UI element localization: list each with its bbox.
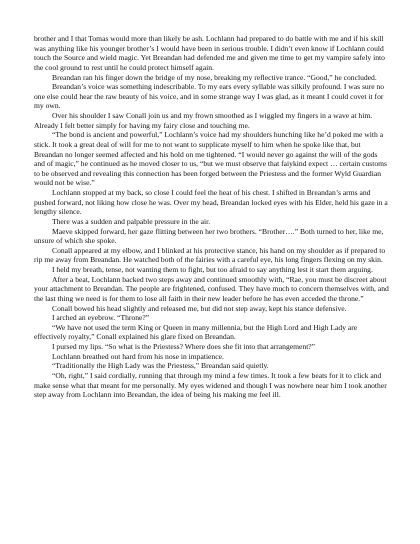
paragraph: Lochlann stopped at my back, so close I could feel the heat of his chest. I shifted in Breandan’s arms and pushed forward, not liking how close he was. Over my head, Breandan locked eyes with his Elder, held his gaze in a lengthy silence. — [34, 188, 388, 217]
paragraph: Lochlann breathed out hard from his nose in impatience. — [52, 351, 224, 361]
paragraph: brother and I that Tomas would more than likely be ash. Lochlann had prepared to do battle with me and if his skill was anything like his younger brother’s I would have been in serious trouble. I didn’t even know if Lochlann could touch the Source and wield magic. Yet Breandan had defended me and given me time to get my vampire safely into the cool ground to rest until he could protect himself again. — [34, 34, 385, 72]
paragraph: “Oh, right,” I said cordially, running that through my mind a few times. It took a few beats for it to click and make sense what that meant for me personally. My eyes widened and though I was nowhere near him I took another step away from Lochlann into Breandan, the idea of being his making me feel ill. — [34, 370, 387, 400]
paragraph: There was a sudden and palpable pressure in the air. — [52, 216, 211, 226]
paragraph: Over his shoulder I saw Conall join us and my frown smoothed as I wiggled my fingers in a wave at him. Already I felt better simply for having my fairy close and touching me. — [34, 111, 373, 130]
paragraph: “We have not used the term King or Queen in many millennia, but the High Lord and High Lady are effectively royalty,” Conall explained his glare fixed on Breandan. — [34, 322, 358, 342]
paragraph: Conall bowed his head slightly and released me, but did not step away, kept his stance defensive. — [52, 303, 347, 313]
paragraph: After a beat, Lochlann backed two steps away and continued smoothly with, “Rae, you must be discreet about your attachment to Breandan. The people are frightened, confused. They have much to concern themselves with, and the last thing we need is for them to lose all faith in their new leader before he has even acceded the throne.” — [34, 274, 389, 303]
paragraph: “The bond is ancient and powerful,” Lochlann’s voice had my shoulders hunching like he’d poked me with a stick. It took a great deal of will for me to not want to supplicate myself to him when he spoke like that, but Breandan no longer seemed affected and his hold on me tightened. “I would never go against the will of the gods and of magic,” he continued as he moved closer to us, “but we must observe that faiykind expect … certain customs to be observed and revealing this connection has been forged between the Priestess and the former Wyld Guardian would not be wise.” — [34, 130, 388, 188]
paragraph: I held my breath, tense, not wanting them to fight, but too afraid to say anything lest it start them arguing. — [52, 265, 373, 274]
paragraph: Conall appeared at my elbow, and I blinked at his protective stance, his hand on my shoulder as if prepared to rip me away from Breandan. He watched both of the fairies with a careful eye, his long fingers flexing on my skin. — [34, 245, 386, 265]
paragraph: Breandan’s voice was something indescribable. To my ears every syllable was silkily profound. I was sure no one else could hear the raw beauty of his voice, and in some strange way I was glad, as it meant I could covet it for my own. — [34, 82, 385, 111]
document-page — [34, 34, 389, 400]
paragraph: Maeve skipped forward, her gaze flitting between her two brothers. “Brother….” Both turned to her, like me, unsure of which she spoke. — [34, 226, 384, 246]
paragraph: I pursed my lips. “So what is the Priestess? Where does she fit into that arrangement?” — [52, 342, 316, 351]
paragraph: Breandan ran his finger down the bridge of my nose, breaking my reflective trance. “Good,” he concluded. — [52, 72, 377, 82]
paragraph: “Traditionally the High Lady was the Priestess,” Breandan said quietly. — [52, 361, 269, 371]
paragraph: I arched an eyebrow. “Throne?” — [52, 313, 150, 323]
